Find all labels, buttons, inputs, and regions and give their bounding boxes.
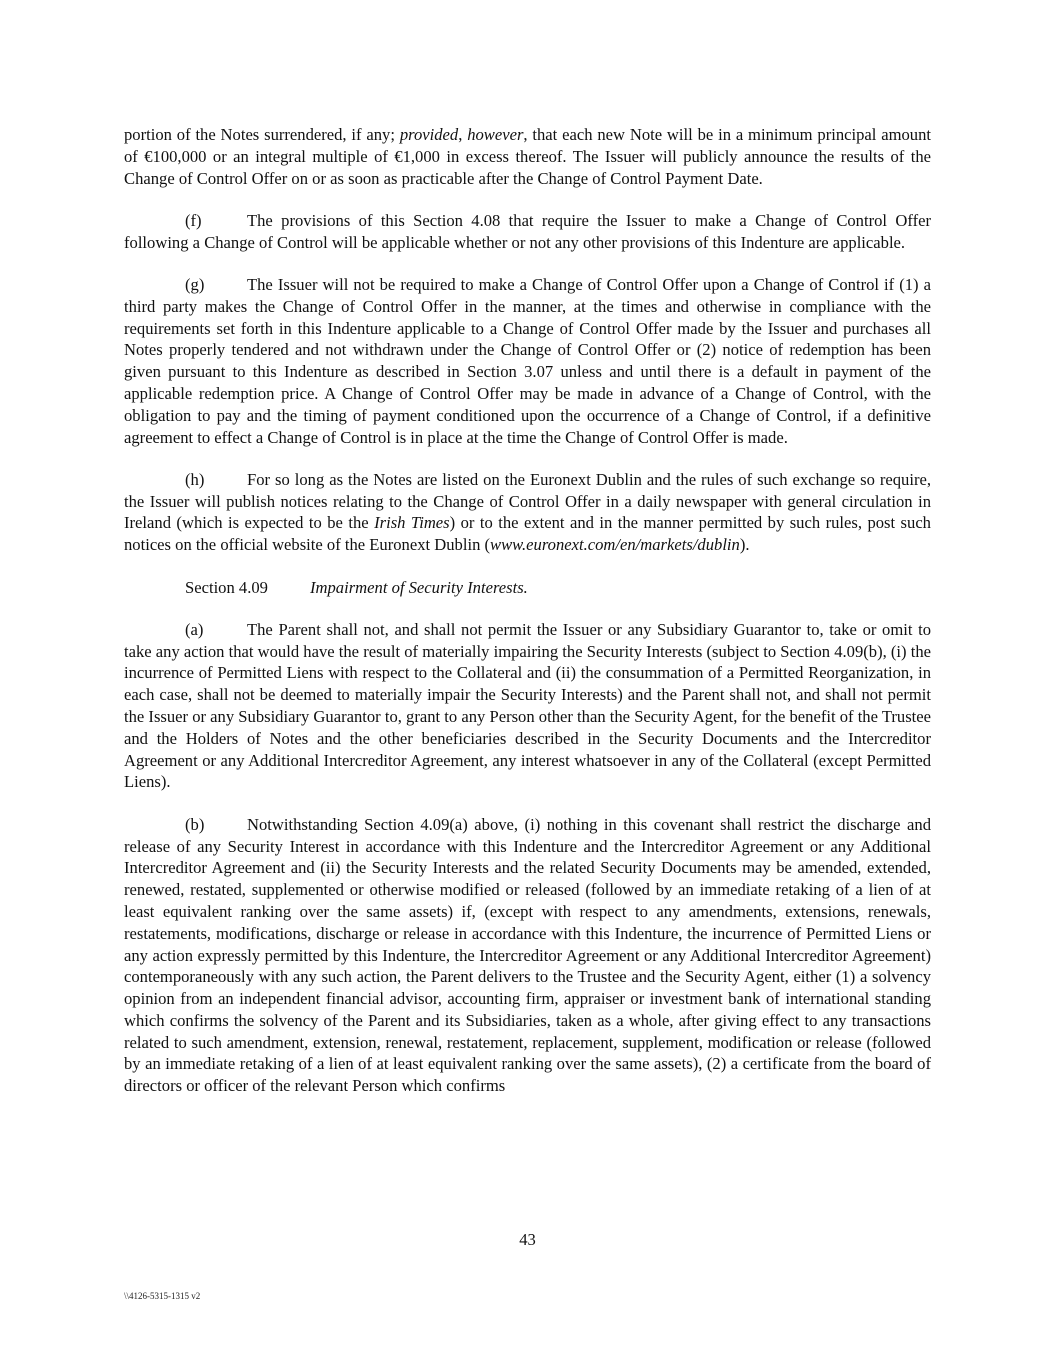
section-heading-4-09 xyxy=(124,577,931,599)
paragraph-label: (b) xyxy=(185,814,205,834)
italic-irish-times: Irish Times xyxy=(374,513,450,533)
paragraph-b: (b) Notwithstanding Section 4.09(a) above, (i) nothing in this covenant shall restrict the discharge and release of any Security Interest in accordance with this Indenture and the Intercreditor Agreement or any Additional Intercreditor Agreement and (ii) the Security Interests and the related Security Documents may be amended, extended, renewed, restated, supplemented or otherwise modified or released (followed by an immediate retaking of a lien of at least equivalent ranking over the same assets) if, (except with respect to any amendments, extensions, renewals, restatements, modifications, discharge or release in accordance with this Indenture, the incurrence of Permitted Liens or any action expressly permitted by this Indenture, the Intercreditor Agreement or any Additional Intercreditor Agreement) contemporaneously with any such action, the Parent delivers to the Trustee and the Security Agent, either (1) a solvency opinion from an independent financial advisor, accounting firm, appraiser or investment bank of international standing which confirms the solvency of the Parent and its Subsidiaries, taken as a whole, after giving effect to any transactions related to such amendment, extension, renewal, restatement, replacement, supplement, modification or release (followed by an immediate retaking of a lien of at least equivalent ranking over the same assets), (2) a certificate from the board of directors or officer of the relevant Person which confirms xyxy=(124,814,931,1096)
document-body xyxy=(124,124,931,1097)
italic-provided: provided xyxy=(399,125,459,144)
paragraph-label: (h) xyxy=(185,469,205,489)
paragraph-continuation: portion of the Notes surrendered, if any; provided, however, that each new Note will be in a minimum principal amount of €100,000 or an integral multiple of €1,000 in excess thereof. The Issuer will publicly announce the results of the Change of Control Offer on or as soon as practicable after the Change of Control Payment Date. xyxy=(124,125,932,188)
paragraph-label: (f) xyxy=(185,210,202,230)
paragraph-label: (g) xyxy=(185,274,205,294)
section-title: Impairment of Security Interests. xyxy=(310,577,528,597)
paragraph-a: (a) The Parent shall not, and shall not permit the Issuer or any Subsidiary Guarantor to, take or omit to take any action that would have the result of materially impairing the Security Interests (subject to Section 4.09(b), (i) the incurrence of Permitted Liens with respect to the Collateral and (ii) the consummation of a Permitted Reorganization, in each case, shall not be deemed to materially impair the Security Interests) and the Parent shall not, and shall not permit the Issuer or any Subsidiary Guarantor to, grant to any Person other than the Security Agent, for the benefit of the Trustee and the Holders of Notes and the other beneficiaries described in the Security Documents and the Intercreditor Agreement or any Additional Intercreditor Agreement, any interest whatsoever in any of the Collateral (except Permitted Liens). xyxy=(124,619,931,792)
page-number: 43 xyxy=(519,1230,536,1249)
section-number: Section 4.09 xyxy=(185,577,268,597)
paragraph-h: (h) For so long as the Notes are listed on the Euronext Dublin and the rules of such exchange so require, the Issuer will publish notices relating to the Change of Control Offer in a daily newspaper with general circulation in Ireland (which is expected to be the Irish Times) or to the extent and in the manner permitted by such rules, post such notices on the official website of the Euronext Dublin (www.euronext.com/en/markets/dublin). xyxy=(124,469,931,555)
italic-however: however xyxy=(467,125,524,144)
italic-website-url: www.euronext.com/en/markets/dublin xyxy=(490,535,740,555)
paragraph-g: (g) The Issuer will not be required to make a Change of Control Offer upon a Change of Control if (1) a third party makes the Change of Control Offer in the manner, at the times and otherwise in compliance with the requirements set forth in this Indenture applicable to a Change of Control Offer made by the Issuer and purchases all Notes properly tendered and not withdrawn under the Change of Control Offer or (2) notice of redemption has been given pursuant to this Indenture as described in Section 3.07 unless and until there is a default in payment of the applicable redemption price. A Change of Control Offer may be made in advance of a Change of Control, with the obligation to pay and the timing of payment conditioned upon the occurrence of a Change of Control, if a definitive agreement to effect a Change of Control is in place at the time the Change of Control Offer is made. xyxy=(124,274,931,447)
paragraph-label: (a) xyxy=(185,619,204,639)
document-id: \\4126-5315-1315 v2 xyxy=(124,1291,201,1301)
paragraph-f: (f) The provisions of this Section 4.08 that require the Issuer to make a Change of Control Offer following a Change of Control will be applicable whether or not any other provisions of this Indenture are applicable. xyxy=(124,210,931,252)
